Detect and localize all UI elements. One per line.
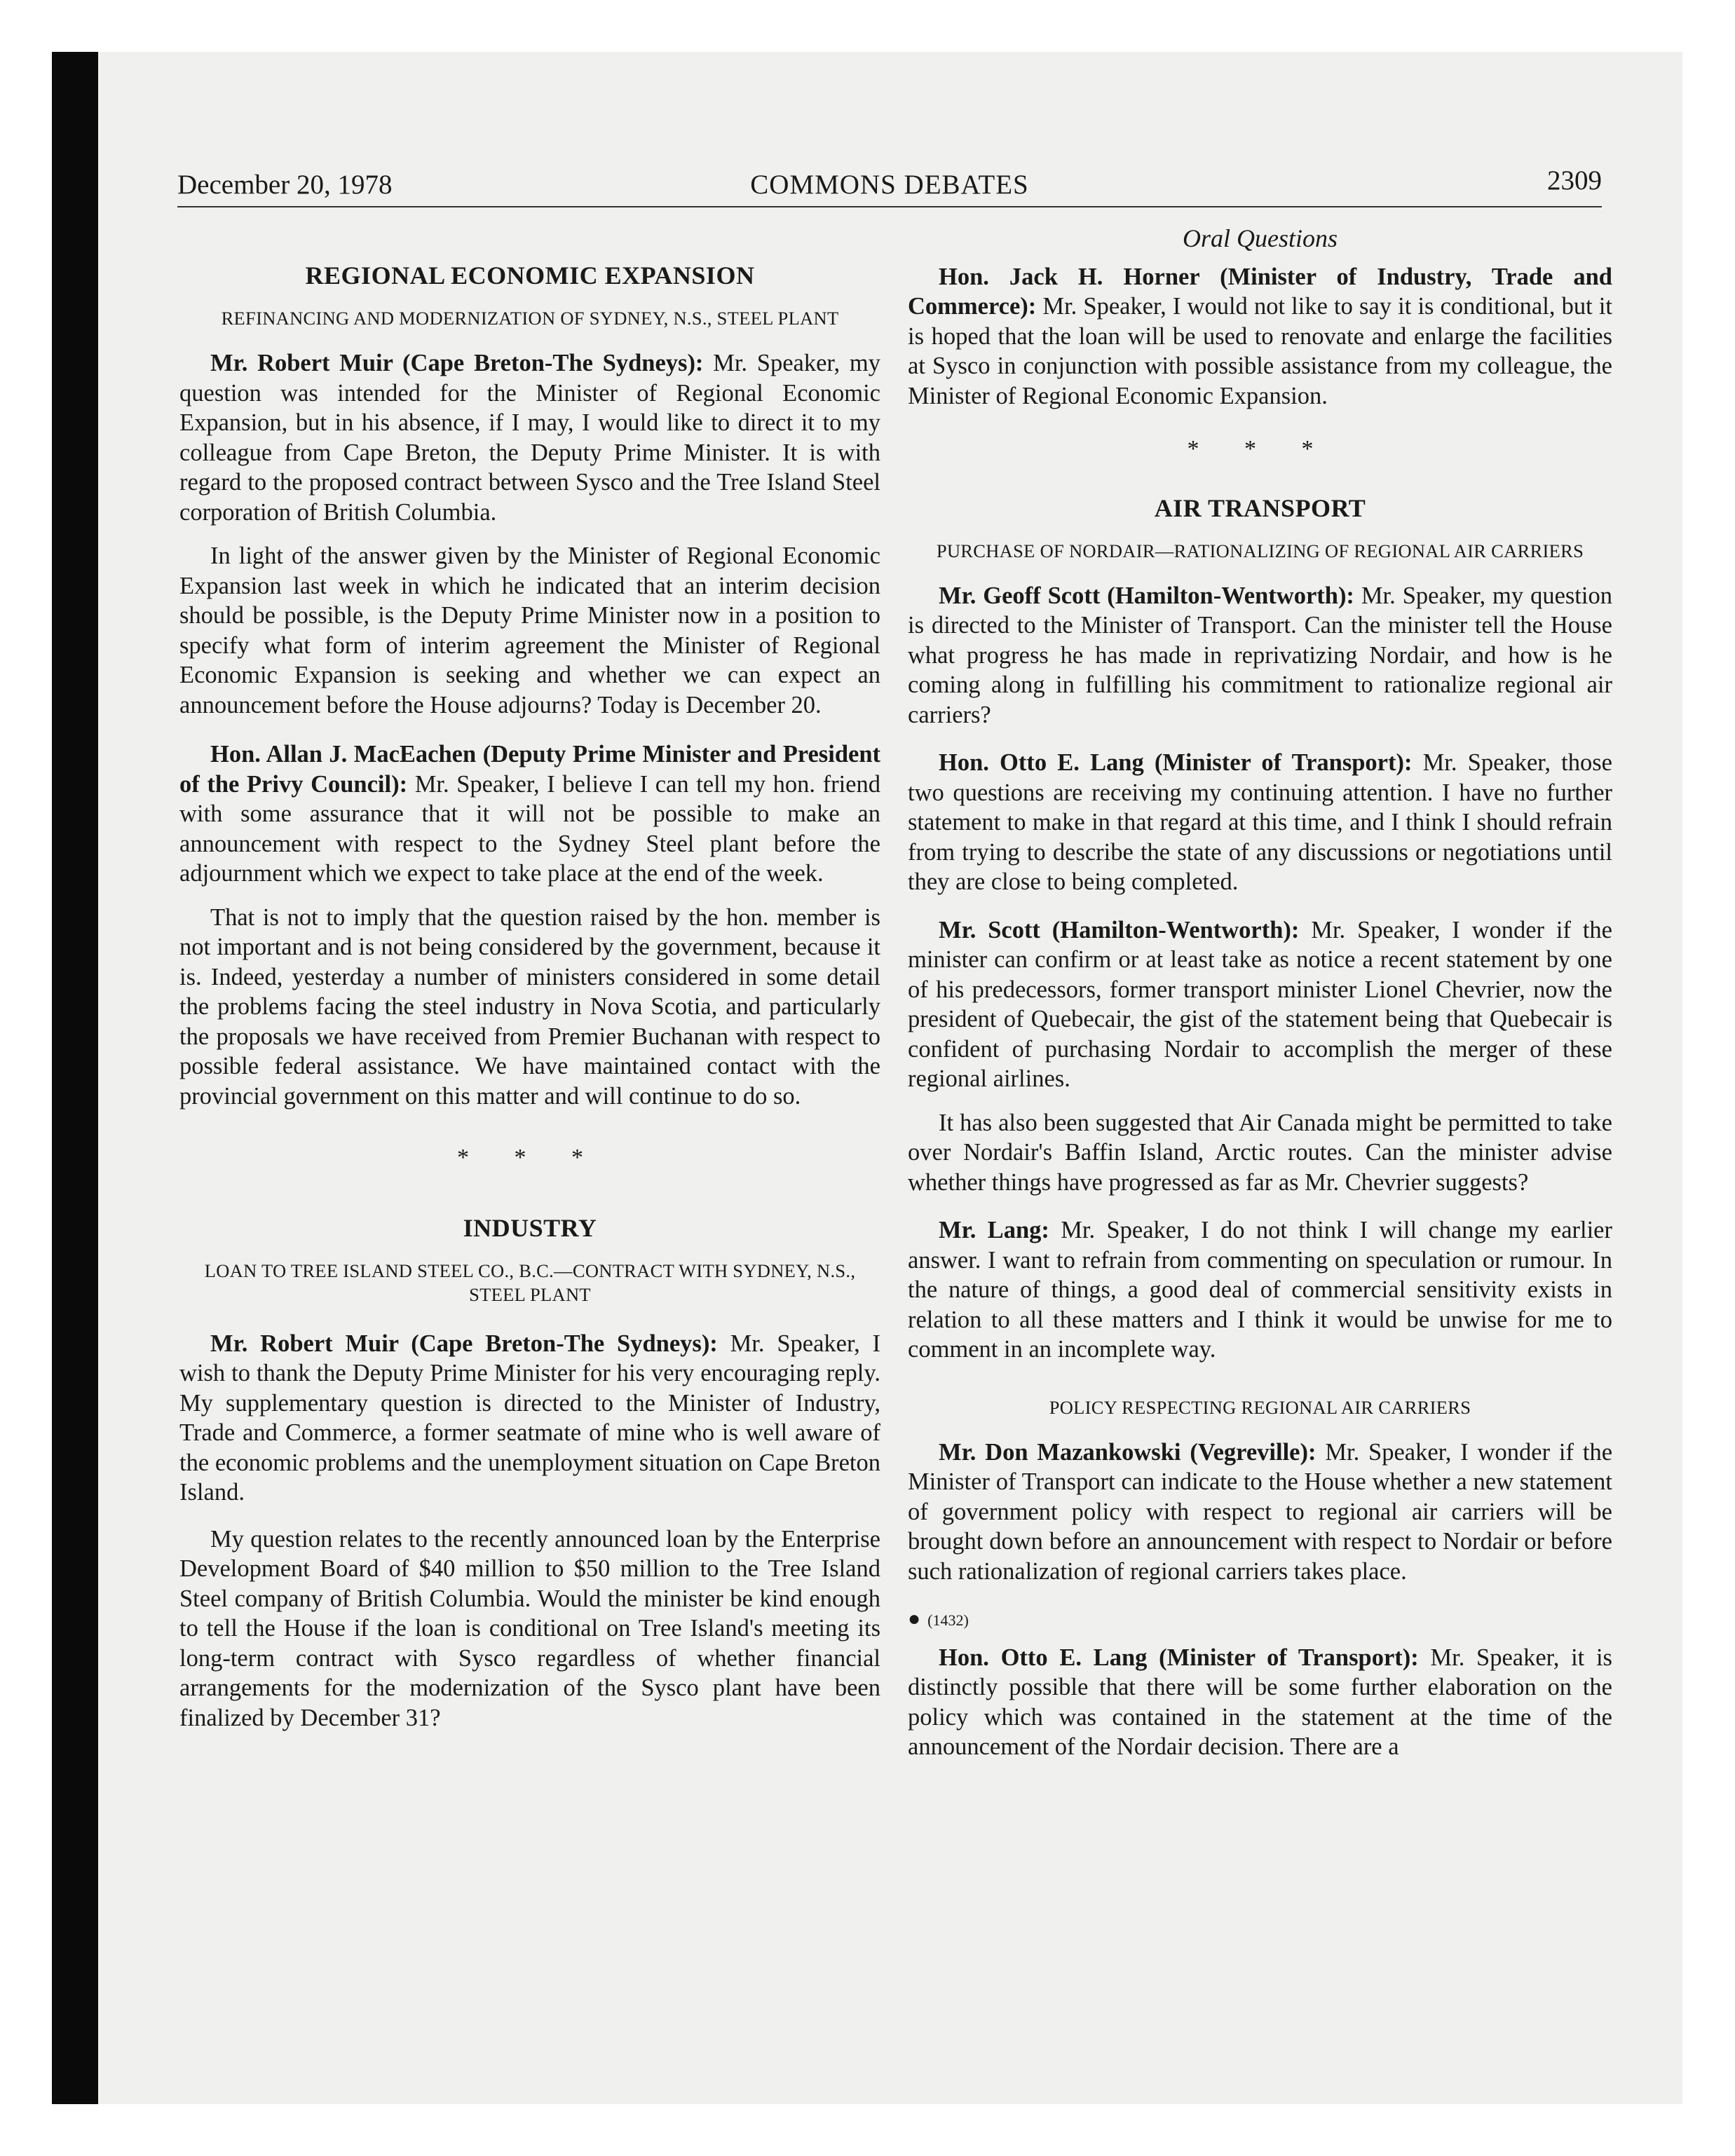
paragraph-text: Mr. Speaker, I wish to thank the Deputy Prime Minister for his very encouraging reply. My supplementary question is directed to the Minister of Industry, Trade and Commerce, a former seatmate of mine who is well aware of the economic problems and the unemployment situation on Cape Breton Island. (179, 1330, 881, 1506)
paragraph-text: Mr. Speaker, I believe I can tell my hon. friend with some assurance that it will not be possible to make an announcement with respect to the Sydney Steel plant before the adjournment which we expect to take place at the end of the week. (179, 770, 880, 887)
time-marker-text: (1432) (927, 1611, 969, 1629)
paragraph-text: Mr. Speaker, my question is directed to the Minister of Transport. Can the minister tell the House what progress he has made in reprivatizing Nordair, and how is he coming along in fulfilling his commitment to rationalize regional air carriers? (908, 582, 1612, 728)
paragraph (179, 348, 880, 527)
speaker-name: Hon. Allan J. MacEachen (Deputy Prime Minister and President of the Privy Council): (179, 741, 880, 798)
section-separator: * * * (457, 1145, 603, 1171)
paragraph-text: Mr. Speaker, those two questions are receiving my continuing attention. I have no further statement to make in that regard at this time, and I think I should refrain from trying to describe the state of any discussions or negotiations until they are close to being completed. (908, 749, 1612, 895)
time-marker (908, 1604, 1612, 1636)
right-column (908, 214, 1612, 1762)
speaker-name: Mr. Geoff Scott (Hamilton-Wentworth): (939, 582, 1354, 609)
speaker-name: Mr. Robert Muir (Cape Breton-The Sydneys): (210, 1330, 718, 1357)
paragraph-text: Mr. Speaker, I do not think I will change my earlier answer. I want to refrain from commenting on speculation or rumour. In the nature of things, a good deal of commercial sensitivity exists in relation to all these matters and I think it would be unwise for me to comment in an incomplete way. (908, 1217, 1612, 1363)
header-page-number: 2309 (1547, 165, 1602, 196)
paragraph (908, 1215, 1612, 1365)
running-head: Oral Questions (1182, 224, 1338, 252)
section-title: INDUSTRY (463, 1213, 597, 1242)
section-subtitle: POLICY RESPECTING REGIONAL AIR CARRIERS (1049, 1396, 1471, 1418)
paragraph (908, 1643, 1612, 1762)
paragraph (908, 748, 1612, 897)
paragraph (179, 1329, 880, 1508)
paragraph-text: Mr. Speaker, I wonder if the Minister of Transport can indicate to the House whether a new statement of government policy with respect to regional air carriers will be brought down before an announcement with respect to Nordair or before such rationalization of regional carriers takes place. (908, 1438, 1613, 1585)
bullet-icon: ● (908, 1607, 921, 1630)
paragraph-text: Mr. Speaker, I would not like to say it is conditional, but it is hoped that the loan will be used to renovate and enlarge the facilities at Sysco in conjunction with possible assistance from my colleague, the Minister of Regional Economic Expansion. (908, 293, 1612, 409)
paragraph (908, 1438, 1612, 1587)
section-subtitle: REFINANCING AND MODERNIZATION OF SYDNEY, N.S., STEEL PLANT (221, 308, 839, 329)
paragraph: In light of the answer given by the Minister of Regional Economic Expansion last week in which he indicated that an interim decision should be possible, is the Deputy Prime Minister now in a position to specify what form of interim agreement the Minister of Regional Economic Expansion is seeking and whether we can expect an announcement before the House adjourns? Today is December 20. (179, 543, 880, 718)
paragraph (179, 739, 880, 889)
paragraph: It has also been suggested that Air Canada might be permitted to take over Nordair's Baffin Island, Arctic routes. Can the minister advise whether things have progressed as far as Mr. Chevrier suggests? (908, 1109, 1612, 1196)
speaker-name: Mr. Robert Muir (Cape Breton-The Sydneys): (210, 350, 704, 376)
section-subtitle: PURCHASE OF NORDAIR—RATIONALIZING OF REGIONAL AIR CARRIERS (936, 540, 1584, 561)
paragraph (908, 581, 1612, 730)
paragraph (908, 915, 1612, 1094)
section-subtitle: LOAN TO TREE ISLAND STEEL CO., B.C.—CONTRACT WITH SYDNEY, N.S., STEEL PLANT (204, 1260, 856, 1305)
left-column (179, 214, 880, 1733)
paragraph: That is not to imply that the question raised by the hon. member is not important and is not being considered by the government, because it is. Indeed, yesterday a number of ministers considered in some detail the problems facing the steel industry in Nova Scotia, and particularly the proposals we have received from Premier Buchanan with respect to possible federal assistance. We have maintained contact with the provincial government on this matter and will continue to do so. (179, 903, 880, 1110)
paragraph-text: Mr. Speaker, my question was intended for the Minister of Regional Economic Expansion, but in his absence, if I may, I would like to direct it to my colleague from Cape Breton, the Deputy Prime Minister. It is with regard to the proposed contract between Sysco and the Tree Island Steel corporation of British Columbia. (179, 350, 880, 526)
paragraph (908, 262, 1612, 411)
speaker-name: Hon. Otto E. Lang (Minister of Transport): (939, 749, 1413, 776)
speaker-name: Hon. Otto E. Lang (Minister of Transport): (939, 1644, 1419, 1671)
speaker-name: Mr. Scott (Hamilton-Wentworth): (939, 916, 1300, 943)
section-separator: * * * (1187, 436, 1333, 462)
paragraph-text: Mr. Speaker, it is distinctly possible that there will be some further elaboration on the policy which was contained in the statement at the time of the announcement of the Nordair decision. There are a (908, 1644, 1612, 1760)
paragraph: My question relates to the recently announced loan by the Enterprise Development Board of $40 million to $50 million to the Tree Island Steel company of British Columbia. Would the minister be kind enough to tell the House if the loan is conditional on Tree Island's meeting its long-term contract with Sysco regardless of whether financial arrangements for the modernization of the Sysco plant have been finalized by December 31? (179, 1525, 880, 1731)
speaker-name: Hon. Jack H. Horner (Minister of Industry, Trade and Commerce): (908, 263, 1612, 320)
header-date: December 20, 1978 (177, 170, 393, 200)
speaker-name: Mr. Lang: (939, 1217, 1049, 1243)
section-title: AIR TRANSPORT (1154, 493, 1366, 522)
header-publication: COMMONS DEBATES (750, 170, 1029, 200)
page-header (177, 165, 1602, 207)
section-title: REGIONAL ECONOMIC EXPANSION (305, 261, 755, 289)
paragraph-text: Mr. Speaker, I wonder if the minister can confirm or at least take as notice a recent statement by one of his predecessors, former transport minister Lionel Chevrier, now the president of Quebecair, the gist of the statement being that Quebecair is confident of purchasing Nordair to accomplish the merger of these regional airlines. (908, 916, 1612, 1092)
binding-edge (52, 52, 98, 2104)
speaker-name: Mr. Don Mazankowski (Vegreville): (939, 1438, 1316, 1466)
